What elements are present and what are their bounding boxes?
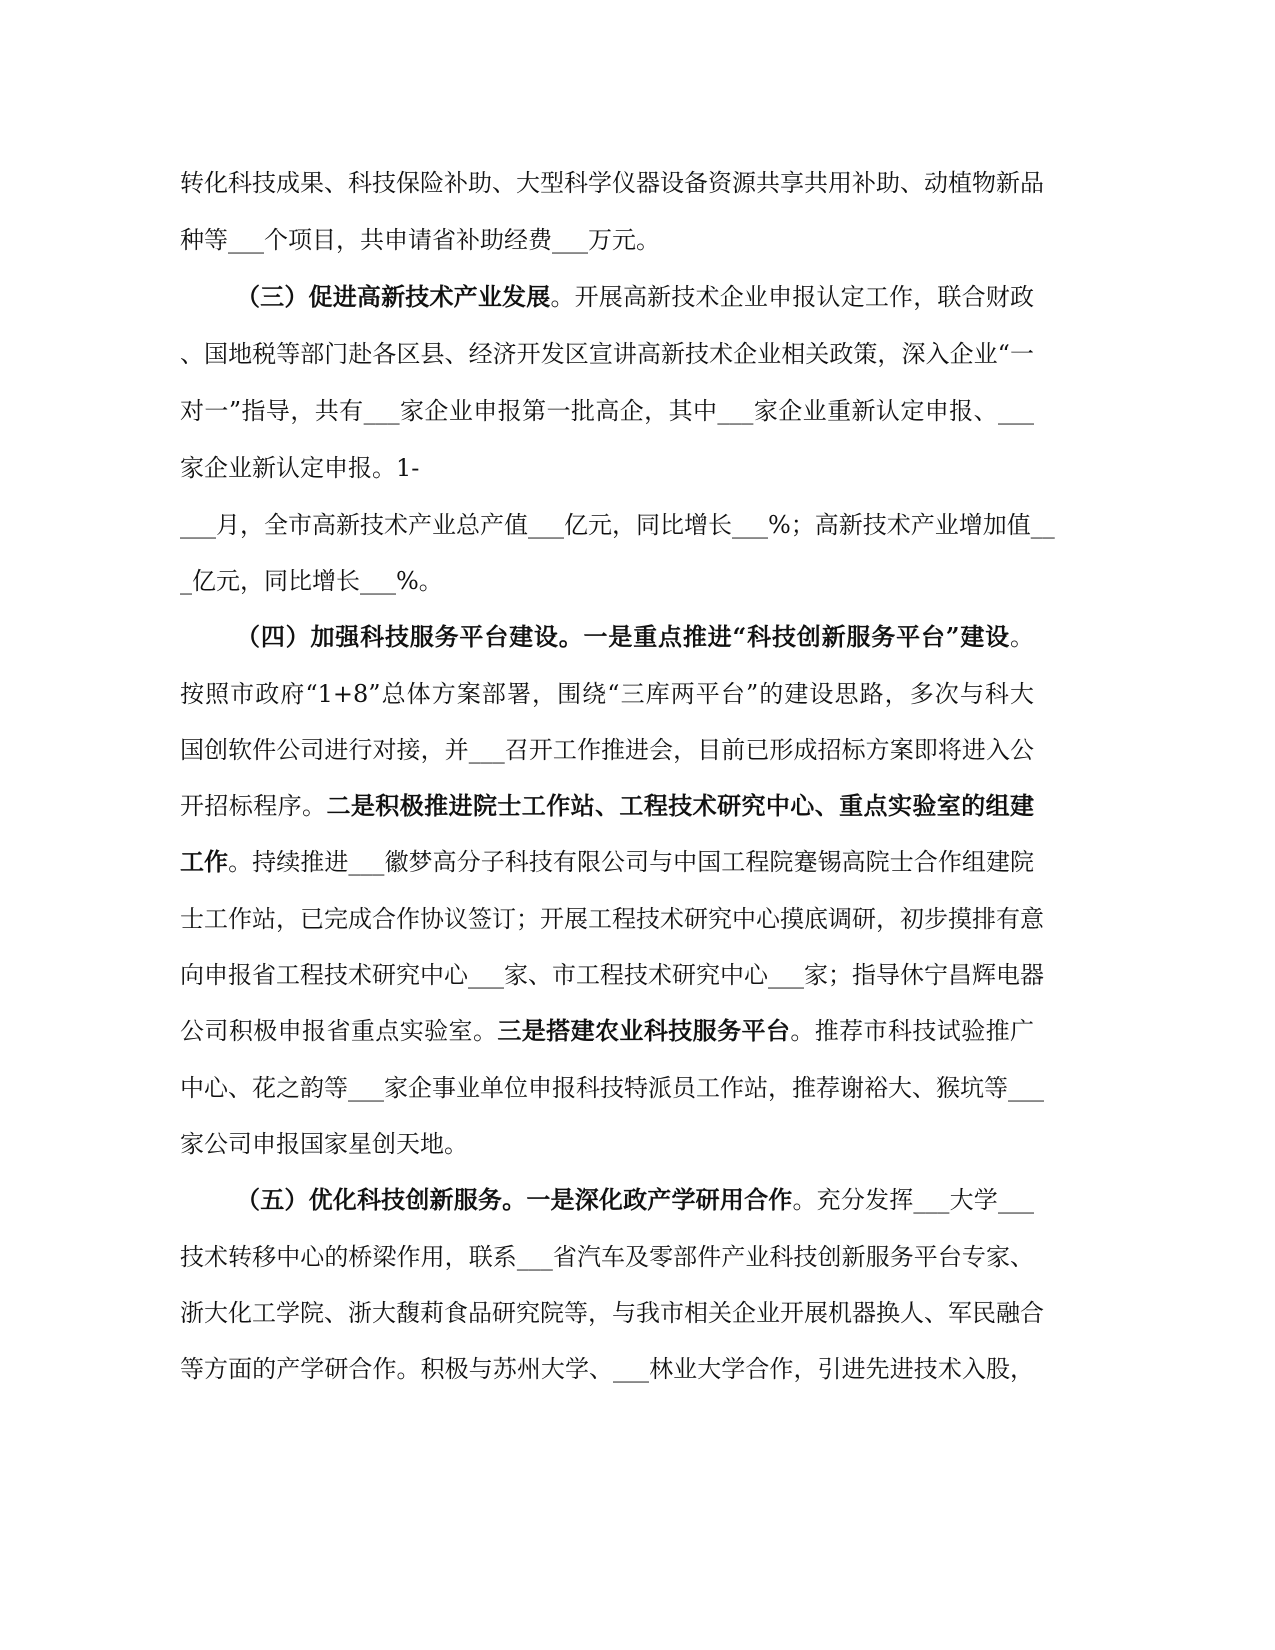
text-run: 。开展高新技术企业申报认定工作，联合财政 bbox=[550, 283, 1034, 311]
text-run: 家公司申报国家星创天地。 bbox=[180, 1130, 468, 1158]
paragraph-line bbox=[180, 168, 1044, 198]
paragraph-line bbox=[180, 1129, 468, 1159]
paragraph-line bbox=[180, 904, 1044, 934]
paragraph-line bbox=[180, 960, 1044, 990]
text-run: 、国地税等部门赴各区县、经济开发区宣讲高新技术企业相关政策，深入企业“一 bbox=[180, 340, 1034, 368]
section-heading-line bbox=[236, 282, 1034, 312]
text-run: 向申报省工程技术研究中心___家、市工程技术研究中心___家；指导休宁昌辉电器 bbox=[180, 961, 1044, 989]
section-heading-line bbox=[236, 1185, 1034, 1215]
paragraph-line bbox=[180, 339, 1034, 369]
text-run: 士工作站，已完成合作协议签订；开展工程技术研究中心摸底调研，初步摸排有意 bbox=[180, 905, 1044, 933]
section-heading-line bbox=[236, 622, 1034, 652]
text-run: 技术转移中心的桥梁作用，联系___省汽车及零部件产业科技创新服务平台专家、 bbox=[180, 1243, 1034, 1271]
paragraph-line bbox=[180, 847, 1034, 877]
text-run: 。充分发挥___大学___ bbox=[792, 1186, 1035, 1214]
section-heading: （四）加强科技服务平台建设。一是重点推进“科技创新服务平台”建设 bbox=[236, 622, 1010, 651]
paragraph-line bbox=[180, 1354, 1034, 1384]
bold-run: 二是积极推进院士工作站、工程技术研究中心、重点实验室的组建 bbox=[326, 791, 1035, 820]
paragraph-line bbox=[180, 735, 1034, 765]
text-run: ___月，全市高新技术产业总产值___亿元，同比增长___%；高新技术产业增加值__ bbox=[180, 511, 1055, 539]
section-heading: （三）促进高新技术产业发展 bbox=[236, 282, 551, 311]
paragraph-line bbox=[180, 679, 1034, 709]
paragraph-line bbox=[180, 225, 660, 255]
text-run: 家企业新认定申报。1- bbox=[180, 454, 420, 482]
text-run: 。 bbox=[1010, 623, 1034, 651]
text-run: 转化科技成果、科技保险补助、大型科学仪器设备资源共享共用补助、动植物新品 bbox=[180, 169, 1044, 197]
text-run: 开招标程序。 bbox=[180, 792, 327, 820]
text-run: 。持续推进___徽梦高分子科技有限公司与中国工程院蹇锡高院士合作组建院 bbox=[228, 848, 1035, 876]
bold-run: 工作 bbox=[180, 847, 229, 876]
text-run: 国创软件公司进行对接，并___召开工作推进会，目前已形成招标方案即将进入公 bbox=[180, 736, 1034, 764]
text-run: 浙大化工学院、浙大馥莉食品研究院等，与我市相关企业开展机器换人、军民融合 bbox=[180, 1299, 1044, 1327]
paragraph-line bbox=[180, 510, 1055, 540]
text-run: 公司积极申报省重点实验室。 bbox=[180, 1017, 498, 1045]
paragraph-line bbox=[180, 1242, 1034, 1272]
text-run: _亿元，同比增长___%。 bbox=[180, 567, 443, 595]
text-run: 中心、花之韵等___家企事业单位申报科技特派员工作站，推荐谢裕大、猴坑等___ bbox=[180, 1074, 1044, 1102]
text-run: 对一”指导，共有___家企业申报第一批高企，其中___家企业重新认定申报、___ bbox=[180, 397, 1034, 425]
paragraph-line bbox=[180, 566, 443, 596]
text-run: 种等___个项目，共申请省补助经费___万元。 bbox=[180, 226, 660, 254]
text-run: 等方面的产学研合作。积极与苏州大学、___林业大学合作，引进先进技术入股， bbox=[180, 1355, 1034, 1383]
section-heading: （五）优化科技创新服务。一是深化政产学研用合作 bbox=[236, 1185, 793, 1214]
paragraph-line bbox=[180, 1016, 1034, 1046]
paragraph-line bbox=[180, 1073, 1044, 1103]
bold-run: 三是搭建农业科技服务平台 bbox=[497, 1016, 791, 1045]
paragraph-line bbox=[180, 396, 1034, 426]
paragraph-line bbox=[180, 453, 419, 483]
paragraph-line bbox=[180, 791, 1034, 821]
text-run: 。推荐市科技试验推广 bbox=[790, 1017, 1035, 1045]
text-run: 按照市政府“1+8”总体方案部署，围绕“三库两平台”的建设思路，多次与科大 bbox=[180, 680, 1034, 708]
paragraph-line bbox=[180, 1298, 1044, 1328]
